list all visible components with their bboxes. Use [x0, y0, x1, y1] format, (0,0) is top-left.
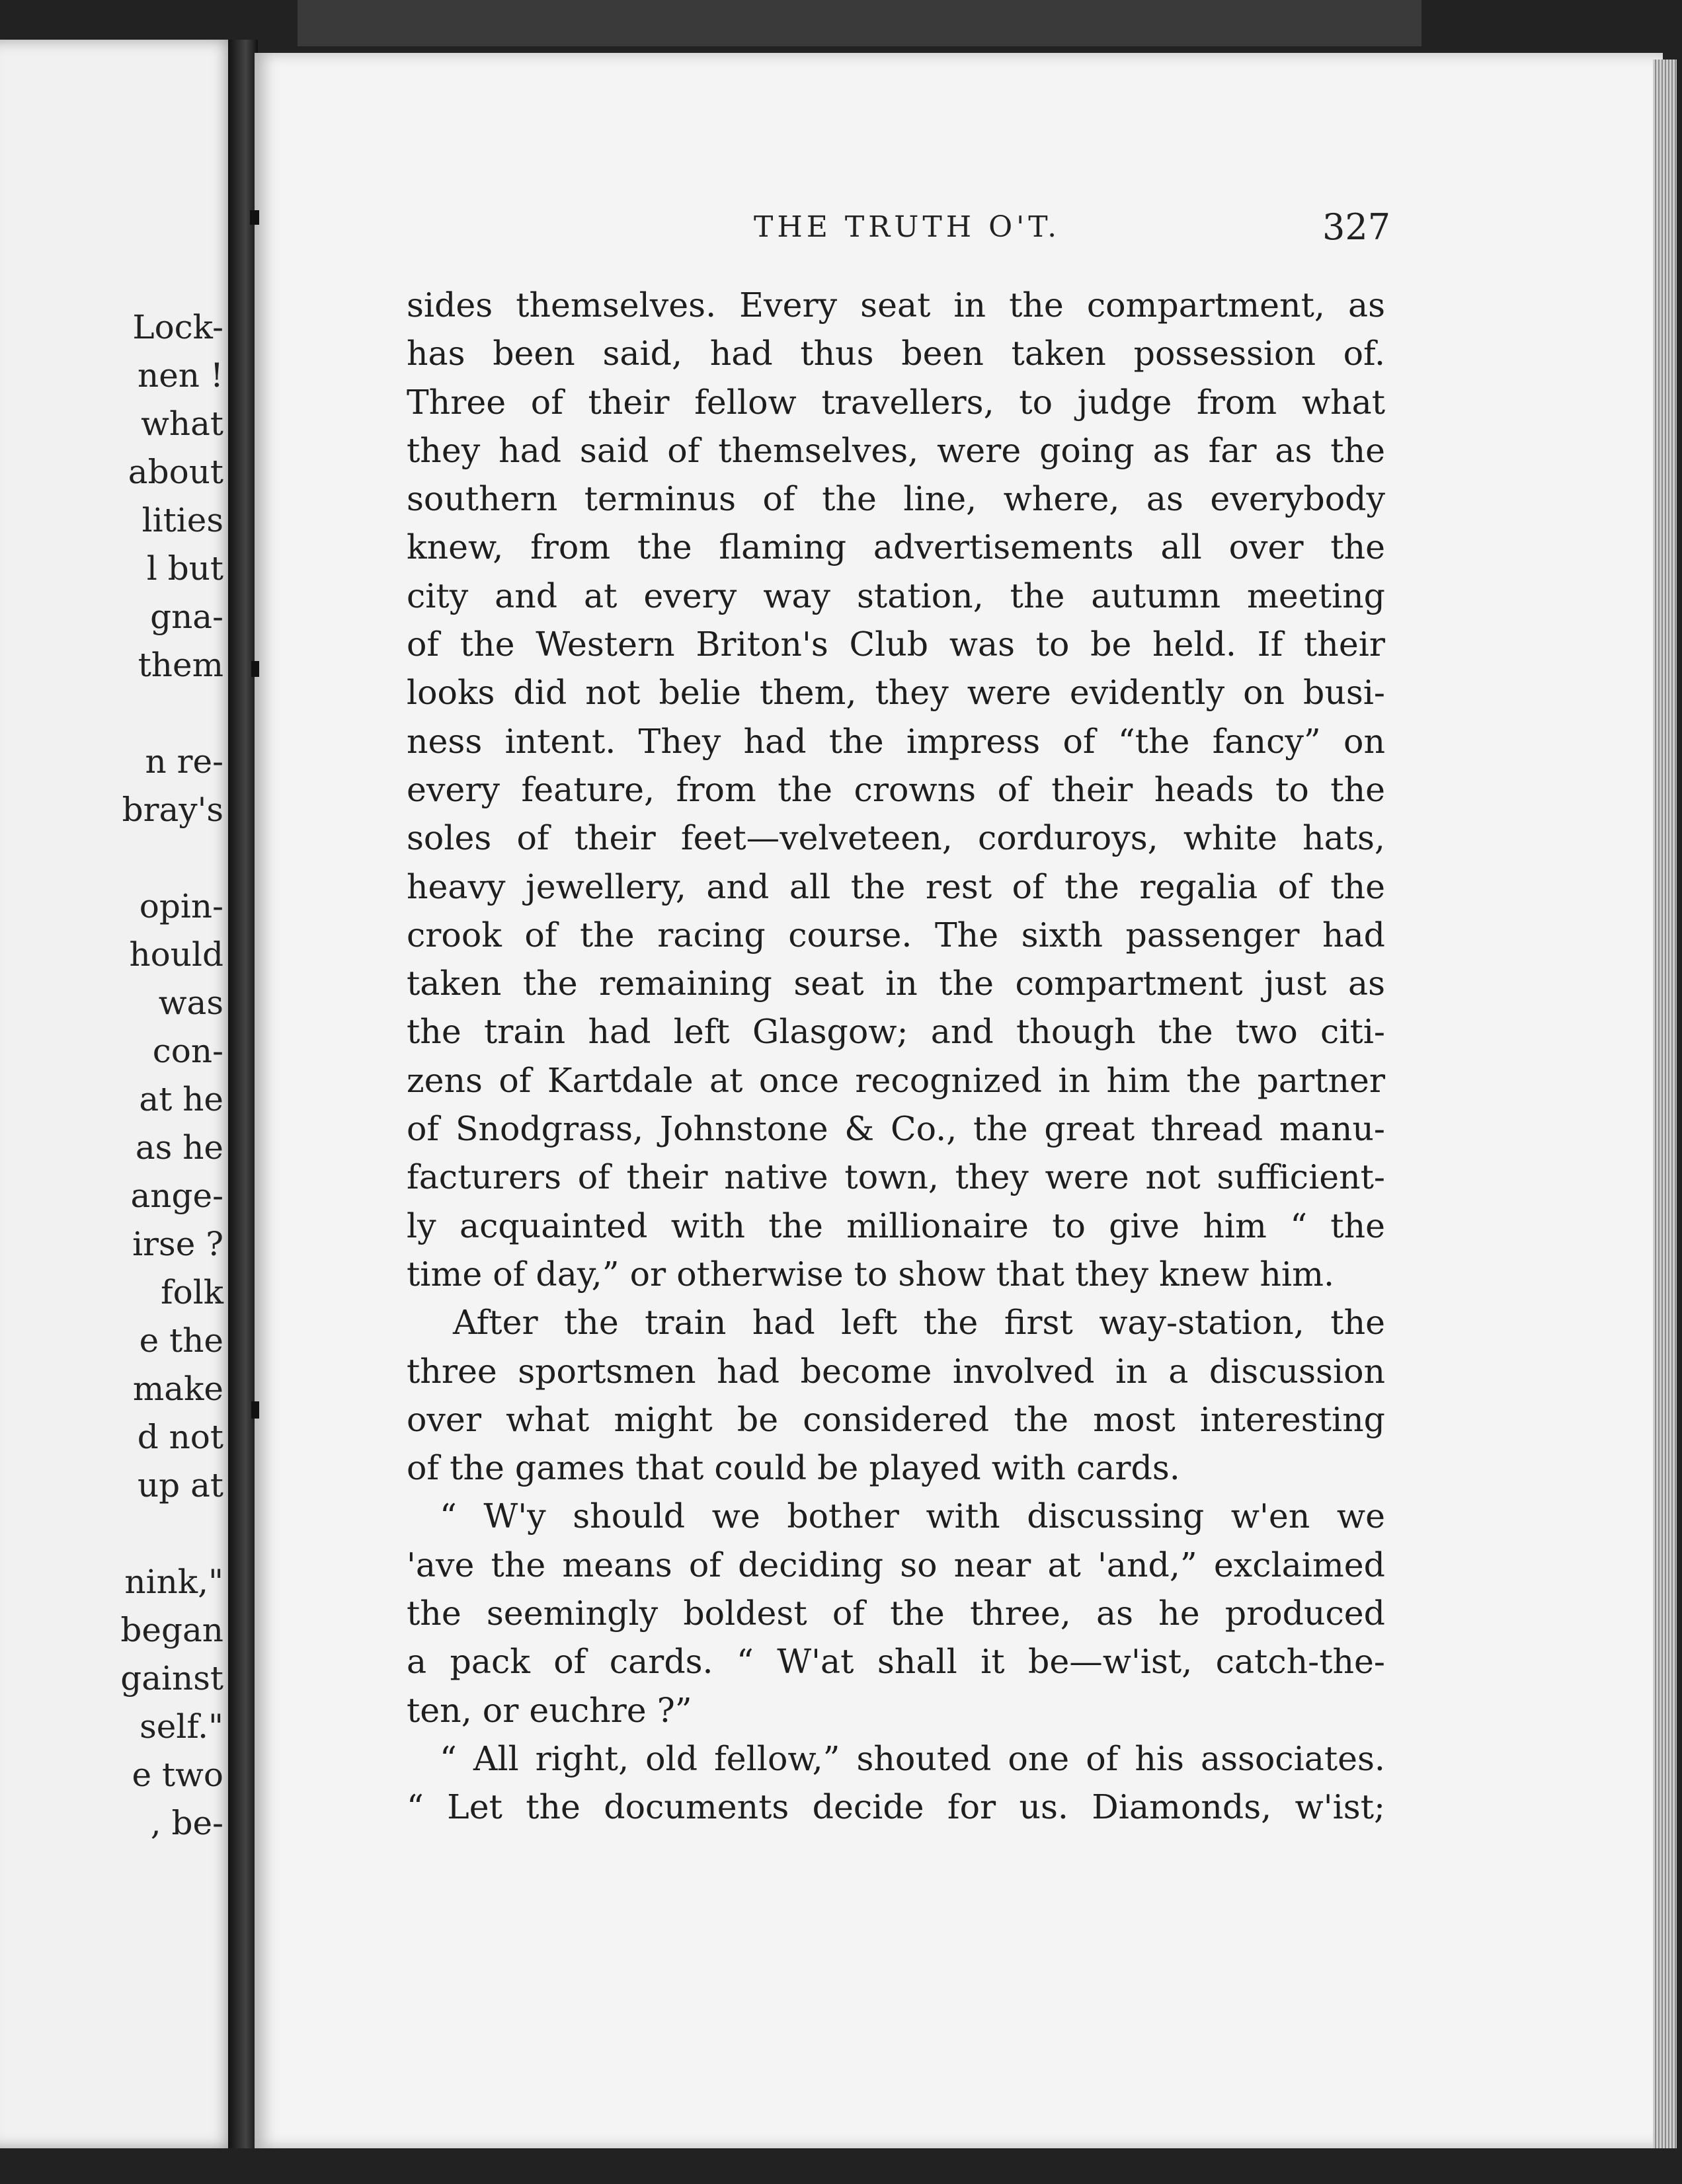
text-line: over what might be considered the most interesting — [407, 1399, 1385, 1439]
left-page-text: began — [120, 1611, 223, 1649]
text-line: three sportsmen had become involved in a discussion — [407, 1351, 1385, 1391]
left-page-text: folk — [161, 1273, 223, 1311]
left-page-text: nen ! — [138, 356, 223, 395]
text-line: zens of Kartdale at once recognized in him the partner — [407, 1060, 1385, 1100]
left-page-fragment — [0, 40, 238, 2148]
text-line: heavy jewellery, and all the rest of the regalia of the — [407, 867, 1385, 906]
left-page-text: up at — [137, 1466, 223, 1504]
text-line: After the train had left the first way-station, the — [453, 1303, 1385, 1343]
text-line: the seemingly boldest of the three, as he produced — [407, 1594, 1385, 1633]
left-page-text: at he — [139, 1080, 223, 1118]
left-page-text: hould — [129, 935, 223, 974]
page-edges — [1653, 59, 1677, 2148]
text-line: crook of the racing course. The sixth passenger had — [407, 915, 1385, 955]
text-line: every feature, from the crowns of their heads to the — [407, 769, 1385, 809]
text-line: has been said, had thus been taken possession of. — [407, 334, 1385, 373]
left-page-text: , be- — [150, 1804, 223, 1842]
book-gutter — [228, 40, 258, 2148]
binding-mark — [251, 1401, 259, 1419]
left-page-text: opin- — [139, 887, 223, 925]
left-page-text: gainst — [120, 1659, 223, 1697]
left-page-text: make — [132, 1370, 223, 1408]
left-page-text: self." — [140, 1707, 223, 1746]
text-line: ly acquainted with the millionaire to give him “ the — [407, 1206, 1385, 1245]
text-line: of the Western Briton's Club was to be held. If their — [407, 625, 1385, 664]
text-line: the train had left Glasgow; and though the two citi- — [407, 1012, 1385, 1052]
text-line: of Snodgrass, Johnstone & Co., the great thread manu- — [407, 1109, 1385, 1149]
text-line: facturers of their native town, they were not sufficient- — [407, 1157, 1385, 1197]
left-page-text: con- — [152, 1032, 223, 1070]
left-page-text: e two — [132, 1756, 223, 1794]
text-line: soles of their feet—velveteen, corduroys, white hats, — [407, 818, 1385, 858]
text-line: of the games that could be played with cards. — [407, 1448, 1180, 1488]
left-page-text: them — [138, 646, 223, 684]
left-page-text: e the — [139, 1321, 223, 1360]
text-line: ness intent. They had the impress of “the fancy” on — [407, 721, 1385, 761]
running-head: THE TRUTH O'T. — [754, 210, 1061, 244]
body-text — [407, 281, 1385, 1832]
left-page-text: Lock- — [132, 308, 223, 346]
binding-mark — [251, 661, 259, 677]
left-page-text: lities — [141, 501, 223, 539]
left-page-text: l but — [146, 549, 223, 588]
text-line: “ All right, old fellow,” shouted one of his associates. — [440, 1738, 1385, 1778]
left-page-text: n re- — [145, 742, 223, 781]
text-line: knew, from the flaming advertisements all over the — [407, 527, 1385, 567]
left-page-text: what — [141, 405, 223, 443]
left-page-text: as he — [135, 1128, 223, 1167]
text-line: a pack of cards. “ W'at shall it be—w'ist, catch-the- — [407, 1642, 1385, 1682]
text-line: sides themselves. Every seat in the compartment, as — [407, 286, 1385, 325]
text-line: southern terminus of the line, where, as everybody — [407, 479, 1385, 519]
text-line: “ Let the documents decide for us. Diamonds, w'ist; — [407, 1787, 1385, 1827]
text-line: ten, or euchre ?” — [407, 1690, 692, 1730]
left-page-text: ange- — [130, 1177, 223, 1215]
left-page-text: bray's — [122, 791, 223, 829]
left-page-text: was — [158, 984, 223, 1022]
text-line: Three of their fellow travellers, to judge from what — [407, 382, 1385, 422]
left-page-text: nink," — [124, 1563, 223, 1601]
left-page-text: gna- — [150, 598, 223, 636]
left-page-text: about — [128, 453, 223, 491]
text-line: “ W'y should we bother with discussing w'en we — [440, 1497, 1385, 1536]
text-line: taken the remaining seat in the compartment just as — [407, 964, 1385, 1003]
left-page-text: irse ? — [132, 1225, 223, 1263]
text-line: 'ave the means of deciding so near at 'and,” exclaimed — [407, 1545, 1385, 1584]
text-line: they had said of themselves, were going as far as the — [407, 430, 1385, 470]
book-binding — [298, 0, 1422, 46]
text-line: time of day,” or otherwise to show that they knew him. — [407, 1254, 1335, 1294]
page-number: 327 — [1322, 206, 1391, 248]
binding-mark — [250, 210, 259, 225]
left-page-text: d not — [137, 1418, 223, 1456]
text-line: city and at every way station, the autumn meeting — [407, 576, 1385, 615]
text-line: looks did not belie them, they were evidently on busi- — [407, 673, 1385, 713]
